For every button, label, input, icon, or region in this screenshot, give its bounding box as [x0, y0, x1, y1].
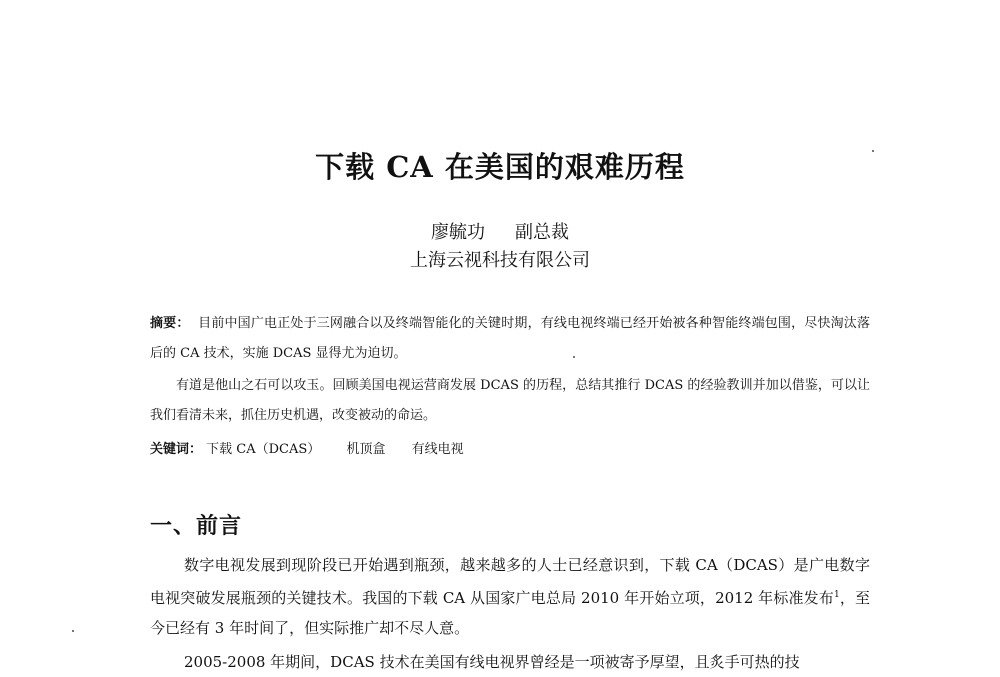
author-line [0, 218, 1000, 244]
author-name: 廖毓功 [431, 222, 485, 243]
abstract-text: 目前中国广电正处于三网融合以及终端智能化的关键时期，有线电视终端已经开始被各种智能终端包围，尽快淘汰落后的 CA 技术，实施 DCAS 显得尤为迫切。 [150, 316, 870, 361]
body-paragraph [150, 550, 870, 643]
keyword-item: 下载 CA（DCAS） [206, 442, 321, 457]
abstract-paragraph-2: 有道是他山之石可以攻玉。回顾美国电视运营商发展 DCAS 的历程，总结其推行 DCAS 的经验教训并加以借鉴，可以让我们看清未来，抓住历史机遇，改变被动的命运。 [150, 378, 870, 423]
scan-speck [872, 150, 874, 152]
scan-speck [573, 356, 575, 358]
body-text: 数字电视发展到现阶段已开始遇到瓶颈，越来越多的人士已经意识到，下载 CA（DCAS）是广电数字电视突破发展瓶颈的关键技术。我国的下载 CA 从国家广电总局 2010 年开始立项，2012 年标准发布 [150, 556, 870, 607]
keyword-item: 有线电视 [411, 442, 464, 457]
author-affiliation: 上海云视科技有限公司 [410, 250, 590, 271]
keyword-item: 机顶盒 [346, 442, 386, 457]
section-heading: 一、前言 [150, 513, 243, 539]
keywords-line [150, 435, 486, 465]
abstract-paragraph [150, 309, 870, 369]
author-position: 副总裁 [515, 222, 569, 243]
footnote-mark: 1 [833, 590, 840, 600]
keywords-label: 关键词： [150, 442, 203, 457]
scan-speck [72, 630, 74, 632]
body-paragraph: 2005-2008 年期间，DCAS 技术在美国有线电视界曾经是一项被寄予厚望，且炙手可热的技 [184, 653, 800, 671]
body-text: ，至今已经有 3 年时间了，但实际推广却不尽人意。 [150, 589, 870, 637]
abstract-label: 摘要： [150, 316, 190, 331]
paper-title: 下载 CA 在美国的艰难历程 [315, 150, 685, 184]
